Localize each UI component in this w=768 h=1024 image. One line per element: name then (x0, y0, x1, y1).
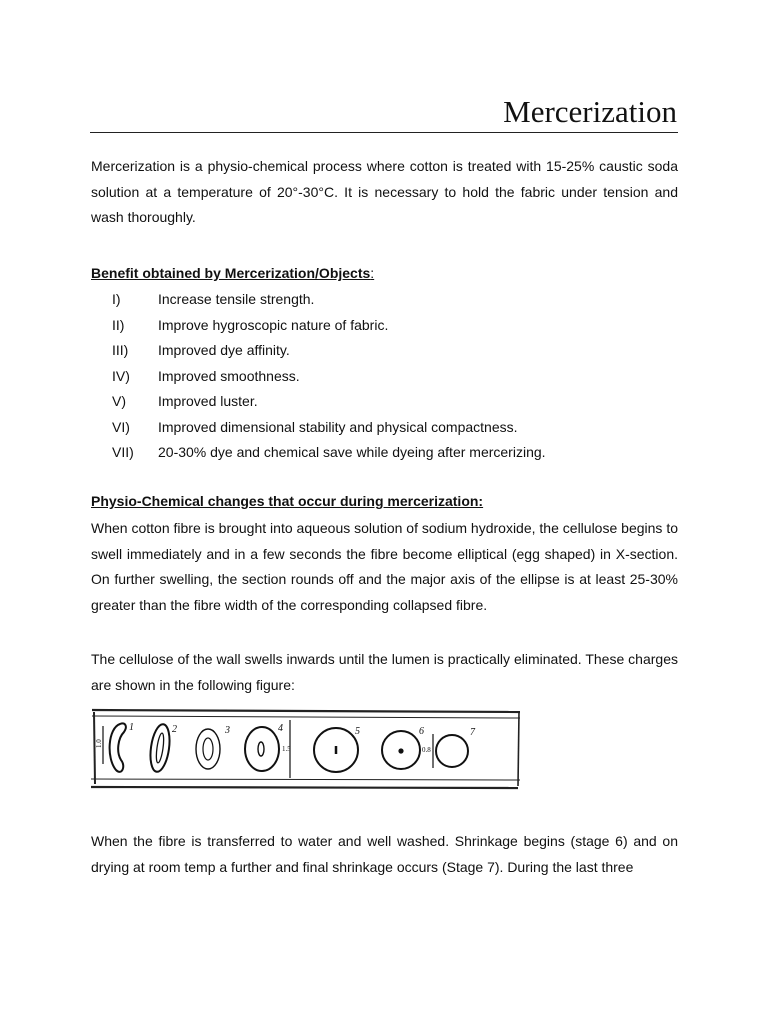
fibre-stage-2 (148, 723, 173, 773)
swelling-paragraph: When cotton fibre is brought into aqueous solution of sodium hydroxide, the cellulose begins to swell immediately and in a few seconds the fibre become elliptical (egg shaped) in X-section. On further swelling, the section rounds off and the major axis of the ellipse is at least 25-30% greater than the fibre width of the corresponding collapsed fibre. (91, 520, 678, 613)
fibre-stage-4 (245, 727, 279, 771)
title-divider (90, 132, 678, 133)
list-item-text: Improve hygroscopic nature of fabric. (158, 316, 389, 333)
list-item-number: II) (112, 316, 125, 333)
fibre-lumen (155, 733, 165, 764)
dimension-label: 1.0 (95, 739, 103, 748)
list-item (112, 338, 546, 364)
benefits-heading-text: Benefit obtained by Mercerization/Objects (91, 265, 371, 281)
cellulose-paragraph: The cellulose of the wall swells inwards until the lumen is practically eliminated. These charges are shown in the following figure: (91, 651, 678, 693)
figure-frame (91, 710, 520, 788)
list-item (112, 313, 546, 339)
fibre-stage-7 (436, 735, 468, 767)
list-item-text: 20-30% dye and chemical save while dyeing after mercerizing. (158, 444, 546, 460)
fibre-stage-3 (196, 729, 220, 769)
list-item-number: VII) (112, 444, 134, 460)
list-item-text: Improved dye affinity. (158, 342, 290, 358)
stage-label: 4 (278, 723, 283, 734)
stage-label: 2 (172, 724, 177, 735)
list-item-text: Improved dimensional stability and physical compactness. (158, 418, 518, 435)
benefits-heading (91, 263, 374, 283)
list-item (112, 364, 546, 390)
list-item (112, 389, 546, 415)
list-item-number: III) (112, 342, 129, 358)
fibre-stage-1 (110, 723, 126, 771)
list-item-number: I) (112, 291, 121, 307)
benefits-heading-colon: : (370, 265, 375, 281)
fibre-lumen (258, 742, 264, 756)
fibre-lumen (399, 749, 402, 752)
stage-label: 5 (355, 726, 360, 737)
list-item (112, 287, 546, 313)
stage-label: 7 (470, 727, 475, 738)
stage-label: 3 (225, 725, 230, 736)
shrinkage-paragraph: When the fibre is transferred to water and well washed. Shrinkage begins (stage 6) and on drying at room temp a further and final shrinkage occurs (Stage 7). During the last three (91, 833, 678, 875)
list-item-text: Increase tensile strength. (158, 291, 315, 307)
page-title: Mercerization (503, 94, 677, 129)
list-item (112, 440, 546, 466)
dimension-label: 0.8 (422, 746, 431, 754)
list-item-number: IV) (112, 367, 130, 384)
benefits-list (112, 287, 546, 466)
stage-label: 6 (419, 726, 424, 737)
changes-heading: Physio-Chemical changes that occur during mercerization: (91, 493, 484, 509)
stage-label: 1 (129, 722, 134, 733)
intro-paragraph: Mercerization is a physio-chemical process where cotton is treated with 15-25% caustic soda solution at a temperature of 20°-30°C. It is necessary to hold the fabric under tension and wash thoroughly. (91, 158, 678, 225)
list-item-text: Improved luster. (158, 393, 258, 409)
dimension-label: 1.5 (282, 745, 291, 753)
list-item-text: Improved smoothness. (158, 367, 300, 384)
list-item-number: V) (112, 393, 126, 409)
list-item (112, 415, 546, 441)
fibre-lumen (203, 738, 213, 760)
fibre-swelling-figure (90, 706, 522, 792)
list-item-number: VI) (112, 418, 130, 435)
